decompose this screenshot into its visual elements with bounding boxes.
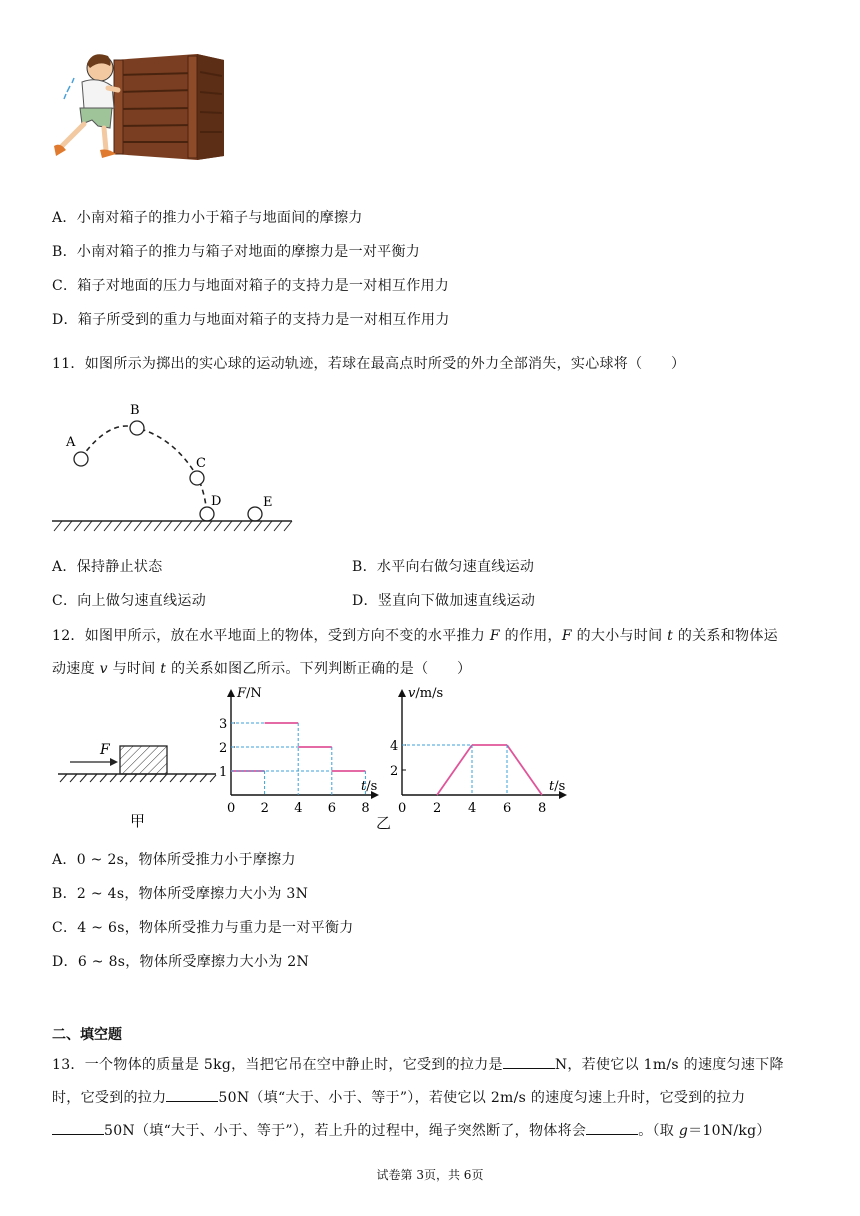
page-footer: 试卷第 3页，共 6页: [376, 1168, 484, 1182]
q12-stem-line2: 动速度 v 与时间 t 的关系如图乙所示。下列判断正确的是（ ）: [52, 661, 472, 677]
q10-option-a: A．小南对箱子的推力小于箱子与地面间的摩擦力: [52, 210, 363, 226]
x-tick-label: 2: [433, 801, 442, 816]
chart-force-time: [215, 685, 380, 830]
q11-option-c: C．向上做匀速直线运动: [52, 593, 207, 609]
blank-4[interactable]: [586, 1122, 638, 1135]
label-b: B: [130, 403, 140, 418]
ground-hatching: [54, 521, 292, 531]
label-d: D: [211, 494, 222, 509]
boy-figure: [54, 54, 118, 158]
q10-option-d: D．箱子所受到的重力与地面对箱子的支持力是一对相互作用力: [52, 312, 450, 328]
velocity-segment: [437, 745, 472, 795]
ball-c: [190, 471, 204, 485]
y-axis-arrow: [227, 689, 235, 697]
caption-yi: 乙: [376, 814, 392, 832]
q11-option-a: A．保持静止状态: [52, 559, 163, 575]
y-tick-label: 2: [219, 741, 228, 756]
ball-trajectory-figure: [50, 398, 300, 536]
q12-option-d: D．6 ~ 8s，物体所受摩擦力大小为 2N: [52, 954, 310, 970]
y-axis-arrow: [398, 689, 406, 697]
ball-b: [130, 421, 144, 435]
x-tick-label: 4: [294, 801, 303, 816]
label-a: A: [66, 435, 76, 450]
ball-a: [74, 452, 88, 466]
q13-line1: 13．一个物体的质量是 5kg，当把它吊在空中静止时，它受到的拉力是 N，若使它以 1m/s 的速度匀速下降: [52, 1057, 784, 1073]
wooden-crate: [114, 54, 224, 160]
q12-option-c: C．4 ~ 6s，物体所受推力与重力是一对平衡力: [52, 920, 354, 936]
y-tick-label: 1: [219, 765, 228, 780]
trajectory-dashed-path: [81, 426, 207, 514]
x-tick-label: 4: [468, 801, 477, 816]
boy-pushing-box-illustration: [52, 50, 232, 164]
q10-option-c: C．箱子对地面的压力与地面对箱子的支持力是一对相互作用力: [52, 278, 450, 294]
label-c: C: [196, 456, 206, 471]
velocity-segment: [507, 745, 542, 795]
q12-option-a: A．0 ~ 2s，物体所受推力小于摩擦力: [52, 852, 296, 868]
blank-1[interactable]: [503, 1056, 555, 1069]
x-tick-label: 8: [538, 801, 547, 816]
blank-3[interactable]: [52, 1122, 104, 1135]
x-tick-label: 2: [260, 801, 269, 816]
x-tick-label: 6: [503, 801, 512, 816]
q13-line3: 50N（填“大于、小于、等于”），若上升的过程中，绳子突然断了，物体将会 。（取 g＝10N/kg）: [52, 1120, 771, 1140]
x-tick-label: 0: [398, 801, 407, 816]
label-e: E: [263, 495, 273, 510]
q13-line2: 时，它受到的拉力 50N（填“大于、小于、等于”），若使它以 2m/s 的速度匀速上升时，它受到的拉力: [52, 1090, 746, 1106]
q12-stem-line1: 12．如图甲所示，放在水平地面上的物体，受到方向不变的水平推力 F 的作用，F 的大小与时间 t 的关系和物体运: [52, 628, 778, 644]
q11-option-d: D．竖直向下做加速直线运动: [352, 593, 536, 609]
x-tick-label: 0: [227, 801, 236, 816]
y-axis-label: v/m/s: [408, 686, 444, 701]
force-label-f: F: [100, 742, 110, 758]
q10-option-b: B．小南对箱子的推力与箱子对地面的摩擦力是一对平衡力: [52, 244, 421, 260]
y-axis-label: F/N: [237, 686, 262, 701]
y-tick-label: 3: [219, 717, 228, 732]
q12-option-b: B．2 ~ 4s，物体所受摩擦力大小为 3N: [52, 886, 309, 902]
figure-jia: [54, 740, 224, 835]
y-tick-label: 2: [390, 764, 399, 779]
ball-d: [200, 507, 214, 521]
x-axis-label: t/s: [549, 779, 566, 794]
x-axis-label: t/s: [361, 779, 378, 794]
x-tick-label: 8: [361, 801, 370, 816]
q11-option-b: B．水平向右做匀速直线运动: [352, 559, 535, 575]
ball-e: [248, 507, 262, 521]
section-title: 二、填空题: [52, 1027, 122, 1043]
q11-stem: 11．如图所示为掷出的实心球的运动轨迹，若球在最高点时所受的外力全部消失，实心球将（ ）: [52, 356, 686, 372]
chart-velocity-time: [385, 685, 570, 830]
x-tick-label: 6: [327, 801, 337, 816]
caption-jia: 甲: [130, 812, 146, 830]
blank-2[interactable]: [166, 1089, 218, 1102]
block: [120, 746, 167, 774]
y-tick-label: 4: [390, 739, 399, 754]
